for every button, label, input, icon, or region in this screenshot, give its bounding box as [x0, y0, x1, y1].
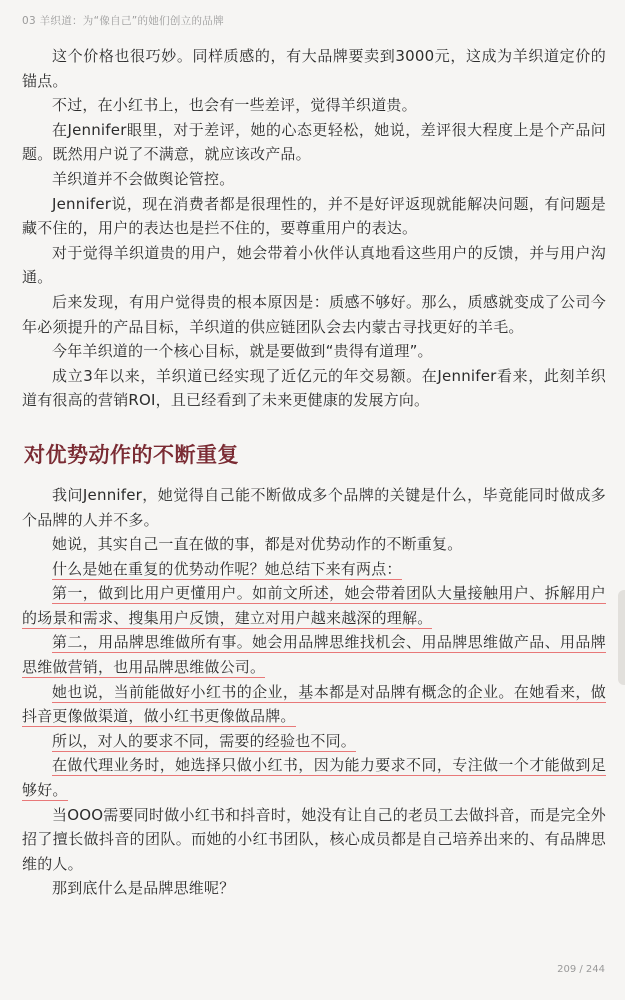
- paragraph: Jennifer说，现在消费者都是很理性的，并不是好评返现就能解决问题，有问题是藏不住的，用户的表达也是拦不住的，要尊重用户的表达。: [22, 194, 606, 238]
- highlight-annotation[interactable]: 第一，做到比用户更懂用户。如前文所述，她会带着团队大量接触用户、拆解用户的场景和需求、搜集用户反馈，建立对用户越来越深的理解。: [22, 584, 606, 627]
- paragraph: 今年羊织道的一个核心目标，就是要做到“贵得有道理”。: [52, 342, 433, 361]
- article-body: [22, 44, 606, 901]
- highlight-annotation[interactable]: 什么是她在重复的优势动作呢？她总结下来有两点：: [52, 559, 402, 578]
- paragraph: 在Jennifer眼里，对于差评，她的心态更轻松，她说，差评很大程度上是个产品问题。既然用户说了不满意，就应该改产品。: [22, 120, 606, 164]
- paragraph: 羊织道并不会做舆论管控。: [52, 169, 235, 188]
- highlight-annotation[interactable]: 在做代理业务时，她选择只做小红书，因为能力要求不同，专注做一个才能做到足够好。: [22, 756, 606, 800]
- paragraph: 不过，在小红书上，也会有一些差评，觉得羊织道贵。: [52, 96, 417, 115]
- highlighted-paragraph: [22, 680, 606, 729]
- highlighted-paragraph: [22, 729, 606, 754]
- highlight-annotation[interactable]: 她也说，当前能做好小红书的企业，基本都是对品牌有概念的企业。在她看来，做抖音更像做渠道，做小红书更像做品牌。: [22, 682, 606, 726]
- highlighted-paragraph: [22, 753, 606, 802]
- paragraph: 这个价格也很巧妙。同样质感的，有大品牌要卖到3000元，这成为羊织道定价的锚点。: [22, 47, 606, 90]
- paragraph: 当OOO需要同时做小红书和抖音时，她没有让自己的老员工去做抖音，而是完全外招了擅长做抖音的团队。而她的小红书团队，核心成员都是自己培养出来的、有品牌思维的人。: [22, 805, 606, 873]
- paragraph: 后来发现，有用户觉得贵的根本原因是：质感不够好。那么，质感就变成了公司今年必须提升的产品目标，羊织道的供应链团队会去内蒙古寻找更好的羊毛。: [22, 292, 606, 336]
- page-indicator: 209 / 244: [557, 964, 605, 975]
- chapter-header: 03 羊织道：为“像自己”的她们创立的品牌: [22, 15, 224, 27]
- paragraph: 对于觉得羊织道贵的用户，她会带着小伙伴认真地看这些用户的反馈，并与用户沟通。: [22, 243, 606, 287]
- highlight-annotation[interactable]: 第二，用品牌思维做所有事。她会用品牌思维找机会、用品牌思维做产品、用品牌思维做营销，也用品牌思维做公司。: [22, 633, 606, 677]
- highlighted-paragraph: [22, 581, 606, 630]
- highlight-annotation[interactable]: 所以，对人的要求不同，需要的经验也不同。: [52, 731, 357, 750]
- highlighted-paragraph: [22, 557, 606, 582]
- paragraph: 她说，其实自己一直在做的事，都是对优势动作的不断重复。: [52, 535, 463, 554]
- side-drawer-handle[interactable]: [618, 590, 625, 685]
- paragraph: 那到底什么是品牌思维呢？: [52, 879, 235, 898]
- paragraph: 成立3年以来，羊织道已经实现了近亿元的年交易额。在Jennifer看来，此刻羊织道有很高的营销ROI，且已经看到了未来更健康的发展方向。: [22, 366, 606, 410]
- section-heading: 对优势动作的不断重复: [24, 441, 239, 467]
- highlighted-paragraph: [22, 630, 606, 679]
- paragraph: 我问Jennifer，她觉得自己能不断做成多个品牌的关键是什么，毕竟能同时做成多个品牌的人并不多。: [22, 485, 606, 529]
